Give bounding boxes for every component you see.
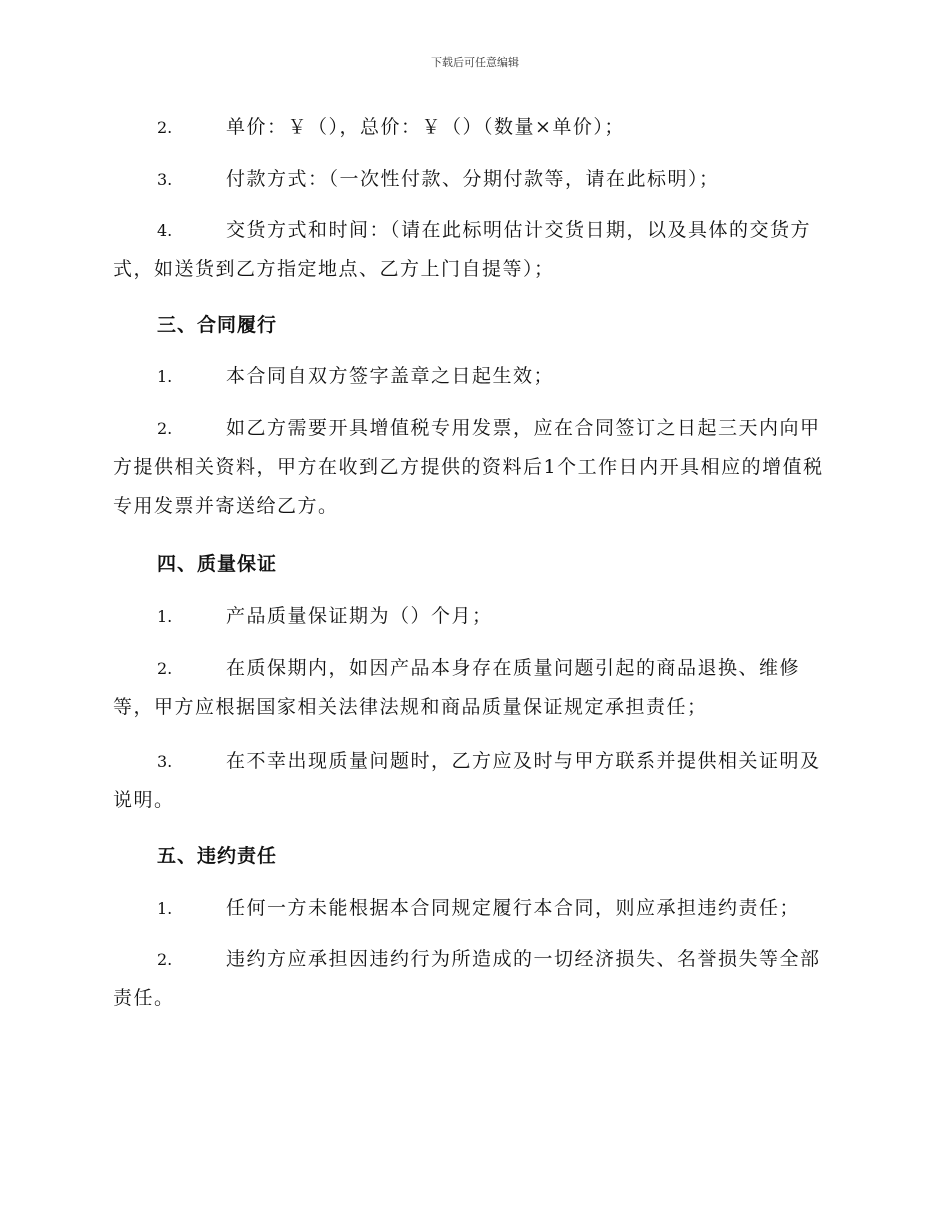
clause-2-damages <box>113 940 833 1018</box>
clause-number: 2. <box>157 118 173 137</box>
section-heading-contract-performance: 三、合同履行 <box>157 314 278 336</box>
clause-4-delivery <box>113 211 833 289</box>
clause-text: 违约方应承担因违约行为所造成的一切经济损失、名誉损失等全部责任。 <box>113 948 821 1009</box>
clause-number: 1. <box>157 607 173 626</box>
clause-text: 交货方式和时间：（请在此标明估计交货日期，以及具体的交货方式，如送货到乙方指定地点、乙方上门自提等）； <box>113 219 812 280</box>
clause-number: 1. <box>157 367 173 386</box>
clause-3-quality-issue <box>113 742 833 820</box>
clause-text: 产品质量保证期为（）个月； <box>226 605 493 627</box>
clause-text: 本合同自双方签字盖章之日起生效； <box>226 365 555 387</box>
clause-text: 如乙方需要开具增值税专用发票，应在合同签订之日起三天内向甲方提供相关资料，甲方在收到乙方提供的资料后1个工作日内开具相应的增值税专用发票并寄送给乙方。 <box>113 417 824 517</box>
clause-2-invoice <box>113 409 833 526</box>
section-heading-quality-guarantee: 四、质量保证 <box>157 553 278 575</box>
clause-1-warranty-period <box>113 597 833 636</box>
clause-text: 单价：￥（），总价：￥（）（数量×单价）； <box>226 116 625 138</box>
clause-number: 3. <box>157 752 173 771</box>
clause-2-price <box>113 108 833 147</box>
section-heading-breach-liability: 五、违约责任 <box>157 845 278 867</box>
clause-text: 任何一方未能根据本合同规定履行本合同，则应承担违约责任； <box>226 897 801 919</box>
clause-number: 4. <box>157 221 173 240</box>
clause-1-breach <box>113 889 833 928</box>
clause-text: 在质保期内，如因产品本身存在质量问题引起的商品退换、维修等，甲方应根据国家相关法律法规和商品质量保证规定承担责任； <box>113 657 801 718</box>
clause-number: 2. <box>157 419 173 438</box>
clause-number: 3. <box>157 170 173 189</box>
clause-2-warranty-responsibility <box>113 649 833 727</box>
page-header: 下载后可任意编辑 <box>431 56 519 69</box>
clause-number: 2. <box>157 950 173 969</box>
clause-1-effective <box>113 357 833 396</box>
clause-text: 在不幸出现质量问题时，乙方应及时与甲方联系并提供相关证明及说明。 <box>113 750 821 811</box>
clause-number: 1. <box>157 899 173 918</box>
clause-number: 2. <box>157 659 173 678</box>
clause-3-payment <box>113 160 833 199</box>
clause-text: 付款方式：（一次性付款、分期付款等，请在此标明）； <box>226 168 720 190</box>
